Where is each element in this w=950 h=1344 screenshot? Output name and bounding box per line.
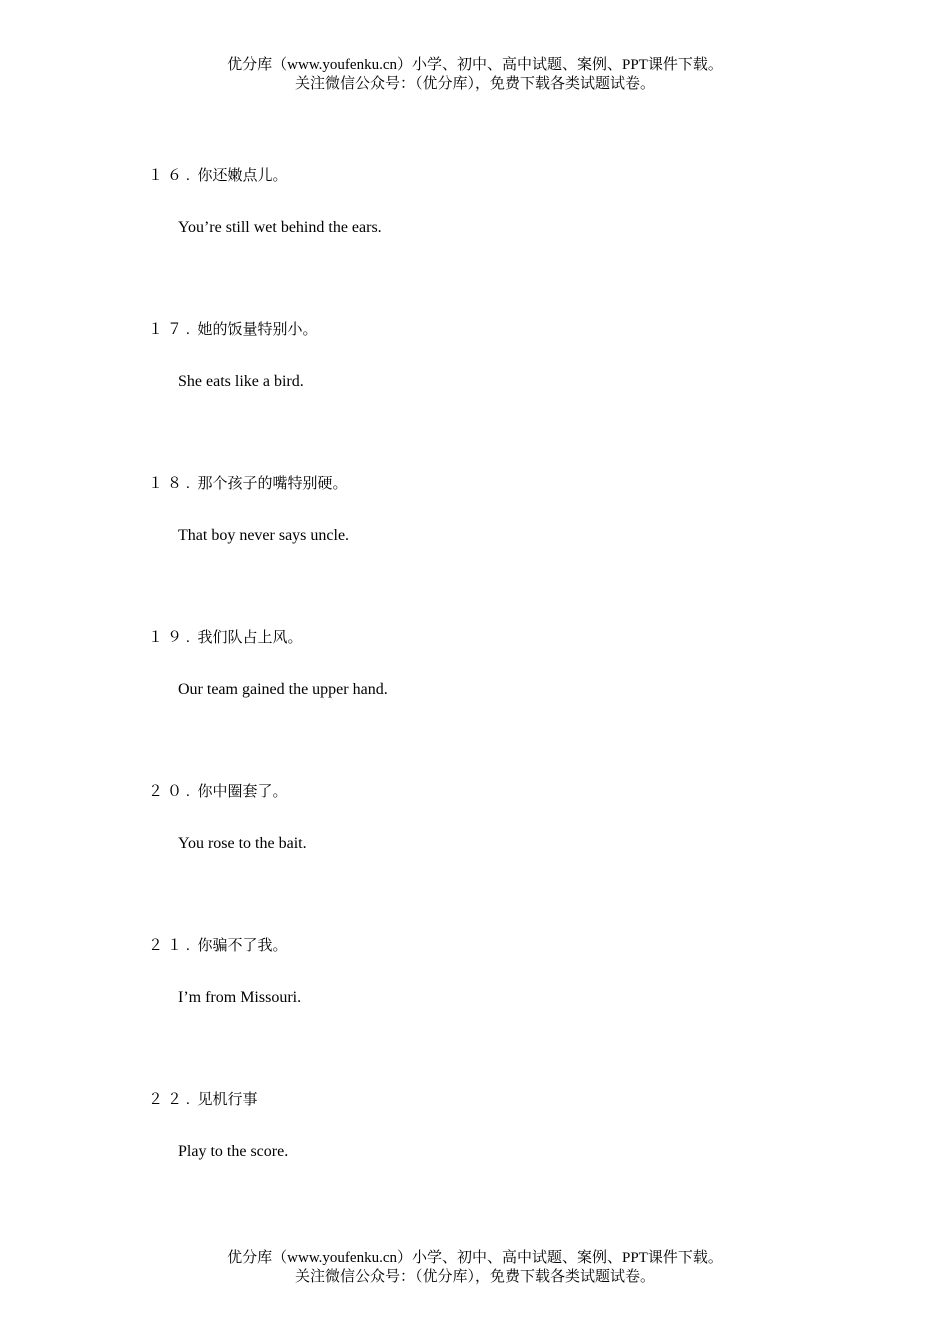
answer-19: Our team gained the upper hand.	[178, 681, 388, 698]
header-line-2: 关注微信公众号：（优分库），免费下载各类试题试卷。	[294, 76, 655, 92]
question-text: 你还嫩点儿。	[197, 168, 288, 184]
footer-line-2: 关注微信公众号：（优分库），免费下载各类试题试卷。	[294, 1269, 655, 1285]
question-number: １６.	[148, 168, 194, 184]
page-header	[0, 56, 950, 94]
question-text: 见机行事	[197, 1092, 258, 1108]
page-footer	[0, 1249, 950, 1287]
question-21	[148, 936, 288, 956]
question-number: ２１.	[148, 938, 194, 954]
answer-16: You’re still wet behind the ears.	[178, 219, 382, 236]
question-text: 她的饭量特别小。	[197, 322, 318, 338]
answer-20: You rose to the bait.	[178, 835, 307, 852]
header-line-1: 优分库（www.youfenku.cn）小学、初中、高中试题、案例、PPT课件下载。	[227, 57, 723, 73]
question-text: 你骗不了我。	[197, 938, 288, 954]
question-17	[148, 320, 318, 340]
answer-22: Play to the score.	[178, 1143, 289, 1160]
question-text: 你中圈套了。	[197, 784, 288, 800]
question-number: ２０.	[148, 784, 194, 800]
question-22	[148, 1090, 258, 1110]
footer-line-1: 优分库（www.youfenku.cn）小学、初中、高中试题、案例、PPT课件下载。	[227, 1250, 723, 1266]
question-18	[148, 474, 348, 494]
answer-17: She eats like a bird.	[178, 373, 304, 390]
question-text: 我们队占上风。	[197, 630, 303, 646]
question-19	[148, 628, 303, 648]
question-16	[148, 166, 288, 186]
question-20	[148, 782, 288, 802]
question-number: ２２.	[148, 1092, 194, 1108]
answer-21: I’m from Missouri.	[178, 989, 302, 1006]
question-number: １８.	[148, 476, 194, 492]
answer-18: That boy never says uncle.	[178, 527, 350, 544]
question-number: １７.	[148, 322, 194, 338]
question-text: 那个孩子的嘴特别硬。	[197, 476, 348, 492]
question-number: １９.	[148, 630, 194, 646]
